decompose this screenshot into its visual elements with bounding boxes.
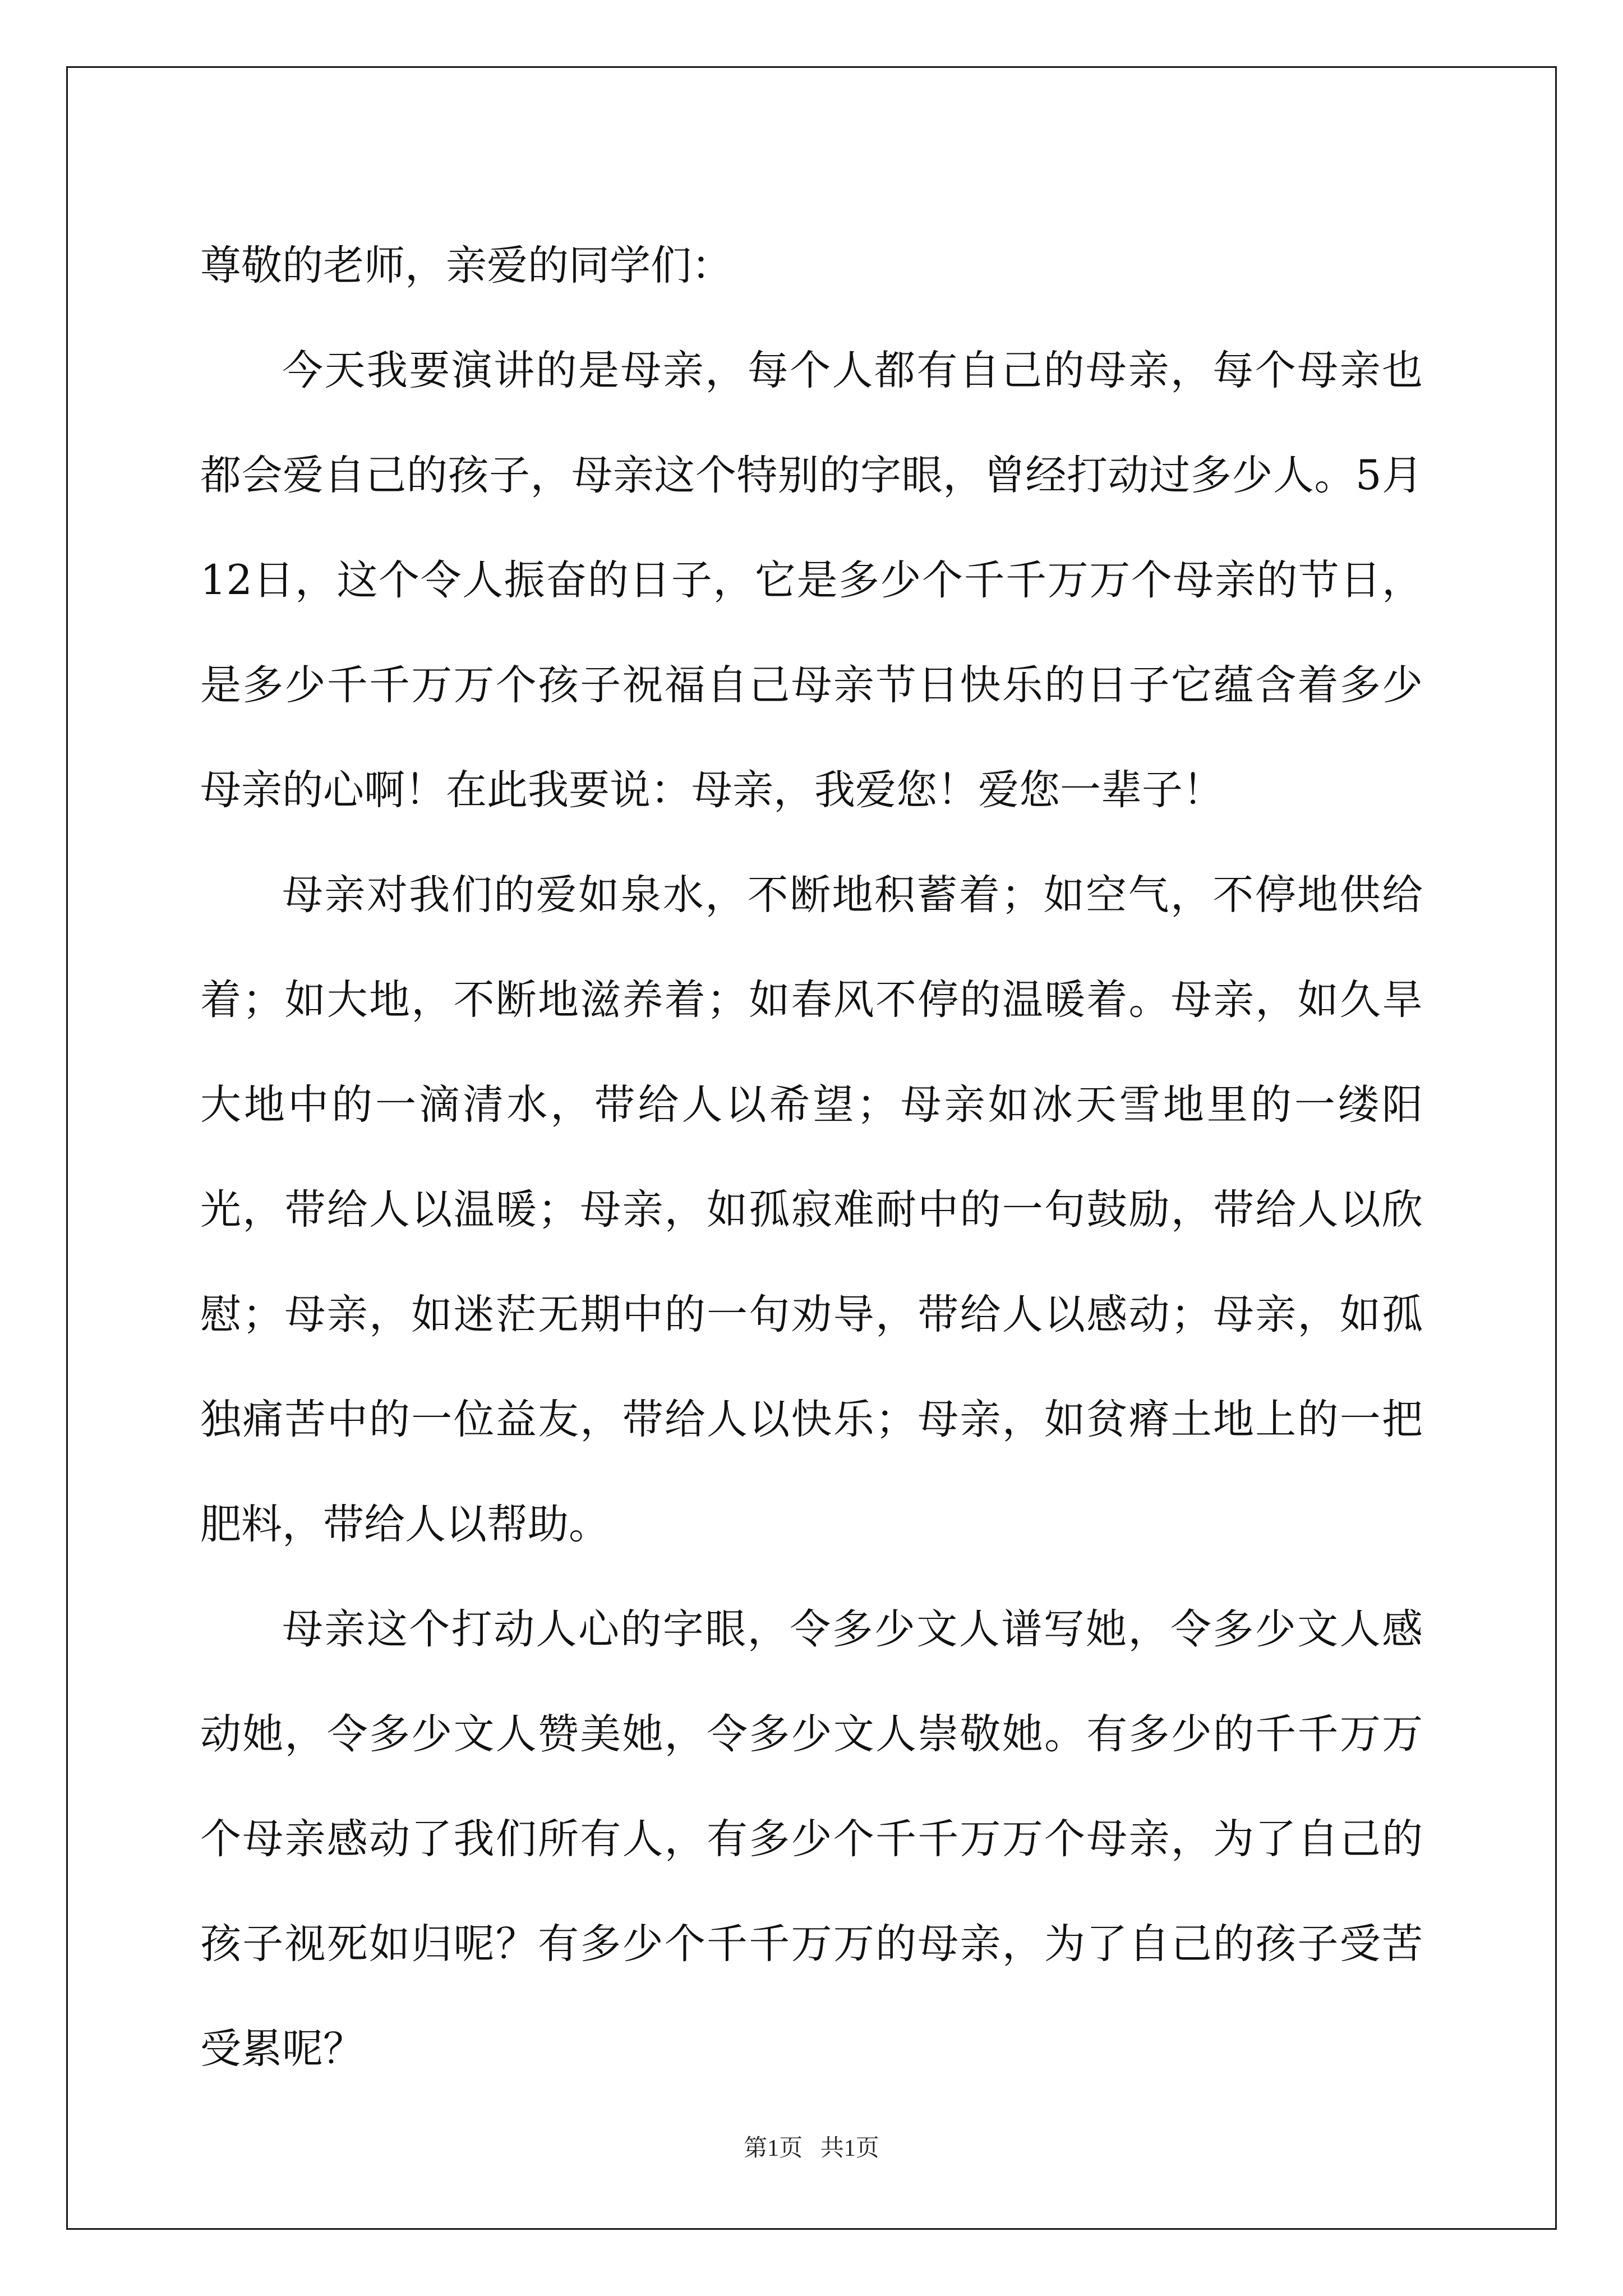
page-number: 第1页 共1页	[744, 2136, 879, 2161]
salutation: 尊敬的老师，亲爱的同学们：	[200, 242, 732, 289]
paragraph-3: 母亲这个打动人心的字眼，令多少文人谱写她，令多少文人感动她，令多少文人赞美她，令多少文人崇敬她。有多少的千千万万个母亲感动了我们所有人，有多少个千千万万个母亲，为了自己的孩子视死如归呢？有多少个千千万万的母亲，为了自己的孩子受苦受累呢？	[200, 1605, 1423, 2073]
paragraph-1: 今天我要演讲的是母亲，每个人都有自己的母亲，每个母亲也都会爱自己的孩子，母亲这个特别的字眼，曾经打动过多少人。5月12日，这个令人振奋的日子，它是多少个千千万万个母亲的节日，是多少千千万万个孩子祝福自己母亲节日快乐的日子它蕴含着多少母亲的心啊！在此我要说：母亲，我爱您！爱您一辈子！	[200, 347, 1423, 814]
paragraph-2: 母亲对我们的爱如泉水，不断地积蓄着；如空气，不停地供给着；如大地，不断地滋养着；如春风不停的温暖着。母亲，如久旱大地中的一滴清水，带给人以希望；母亲如冰天雪地里的一缕阳光，带给人以温暖；母亲，如孤寂难耐中的一句鼓励，带给人以欣慰；母亲，如迷茫无期中的一句劝导，带给人以感动；母亲，如孤独痛苦中的一位益友，带给人以快乐；母亲，如贫瘠土地上的一把肥料，带给人以帮助。	[200, 871, 1423, 1548]
page-footer	[0, 2132, 1623, 2165]
document-body	[200, 213, 1423, 2101]
